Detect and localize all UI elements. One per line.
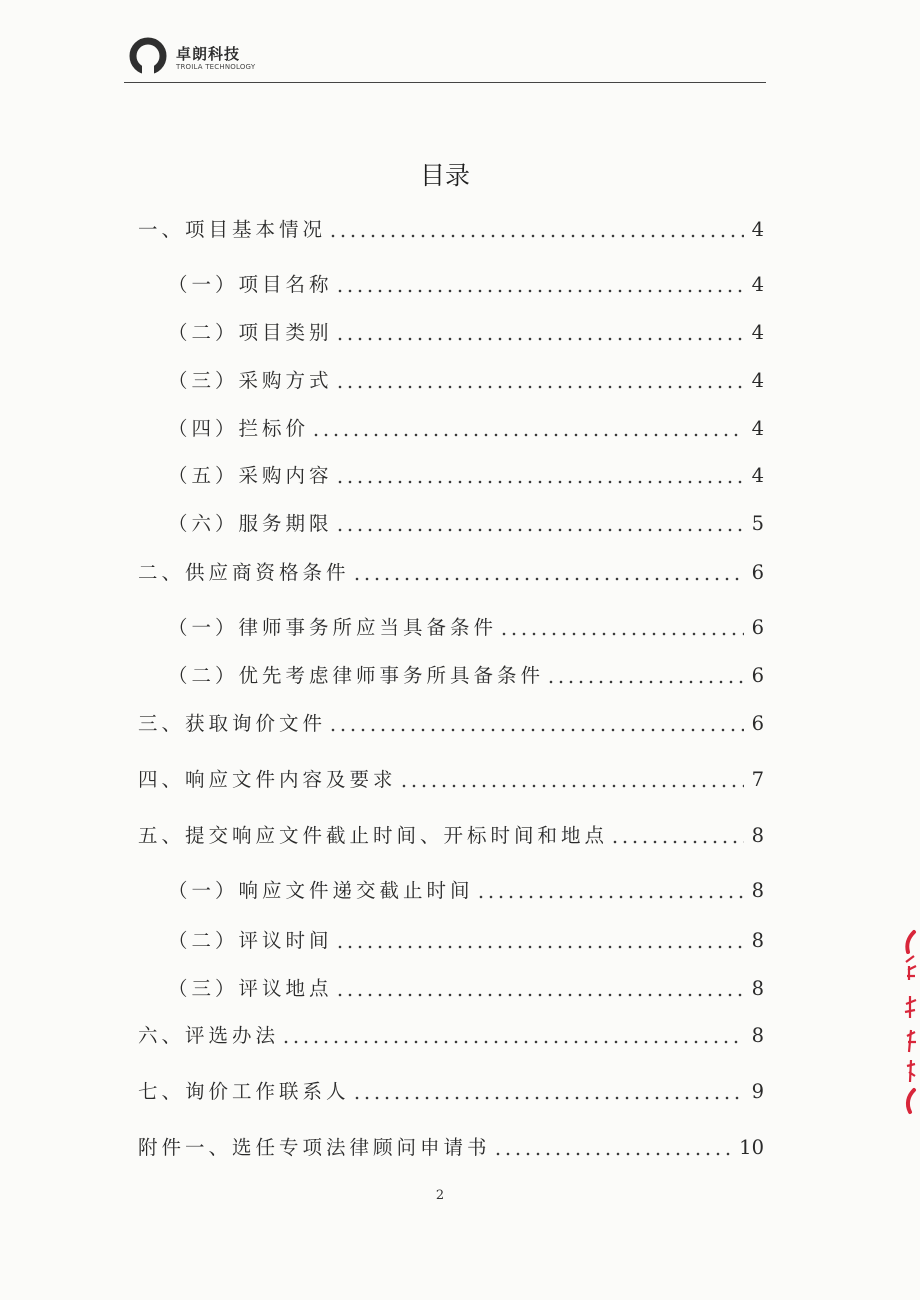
toc-entry[interactable] [138, 215, 764, 245]
toc-entry-page: 4 [751, 417, 764, 440]
toc-entry[interactable] [138, 821, 764, 851]
toc-entry-label: （四）拦标价 [168, 417, 310, 440]
toc-entry-label: （三）评议地点 [168, 977, 333, 1000]
toc-entry[interactable] [138, 1021, 764, 1051]
toc-entry[interactable] [138, 709, 764, 739]
toc-leader-dots [399, 784, 744, 788]
toc-entry-label: （二）评议时间 [168, 929, 333, 952]
toc-entry-label: 三、获取询价文件 [138, 712, 327, 735]
toc-leader-dots [335, 337, 744, 341]
toc-entry-label: （二）优先考虑律师事务所具备条件 [168, 664, 545, 687]
toc-entry-page: 6 [751, 616, 764, 639]
toc-leader-dots [546, 680, 744, 684]
troila-logo-icon [128, 36, 168, 76]
toc-leader-dots [281, 1040, 744, 1044]
toc-leader-dots [328, 234, 744, 238]
toc-entry[interactable] [168, 509, 764, 539]
toc-entry[interactable] [168, 613, 764, 643]
toc-entry-label: （一）项目名称 [168, 273, 333, 296]
toc-entry[interactable] [168, 974, 764, 1004]
toc-entry-page: 7 [751, 768, 764, 791]
toc-entry-page: 8 [751, 1024, 764, 1047]
toc-leader-dots [335, 945, 744, 949]
toc-entry-page: 8 [751, 824, 764, 847]
toc-entry-label: 附件一、选任专项法律顾问申请书 [138, 1136, 491, 1159]
toc-entry[interactable] [168, 414, 764, 444]
toc-entry-label: （五）采购内容 [168, 464, 333, 487]
toc-entry-label: 五、提交响应文件截止时间、开标时间和地点 [138, 824, 609, 847]
toc-entry-label: 四、响应文件内容及要求 [138, 768, 397, 791]
toc-entry-label: （三）采购方式 [168, 369, 333, 392]
toc-entry-label: （六）服务期限 [168, 512, 333, 535]
toc-entry[interactable] [168, 926, 764, 956]
toc-leader-dots [335, 528, 744, 532]
toc-entry[interactable] [138, 558, 764, 588]
toc-entry[interactable] [138, 1077, 764, 1107]
toc-entry-page: 6 [751, 664, 764, 687]
toc-entry-page: 4 [751, 218, 764, 241]
toc-leader-dots [499, 632, 744, 636]
page-number: 2 [435, 1188, 445, 1203]
toc-entry[interactable] [168, 661, 764, 691]
toc-leader-dots [311, 433, 744, 437]
company-name-en: TROILA TECHNOLOGY [176, 63, 256, 71]
toc-entry-label: （一）响应文件递交截止时间 [168, 879, 474, 902]
toc-entry[interactable] [138, 765, 764, 795]
toc-leader-dots [352, 1096, 744, 1100]
toc-entry-label: 六、评选办法 [138, 1024, 280, 1047]
toc-leader-dots [493, 1152, 732, 1156]
toc-entry[interactable] [168, 366, 764, 396]
toc-entry-page: 10 [739, 1136, 764, 1159]
toc-entry[interactable] [168, 876, 764, 906]
toc-leader-dots [610, 840, 744, 844]
toc-leader-dots [352, 577, 744, 581]
toc-entry-label: 七、询价工作联系人 [138, 1080, 350, 1103]
page-header [124, 34, 766, 83]
red-seal-stamp-icon [896, 926, 920, 1116]
toc-entry-page: 8 [751, 929, 764, 952]
company-name-cn: 卓朗科技 [176, 45, 241, 63]
toc-leader-dots [476, 895, 744, 899]
toc-entry-page: 4 [751, 369, 764, 392]
toc-entry-label: 一、项目基本情况 [138, 218, 327, 241]
toc-entry-page: 8 [751, 879, 764, 902]
toc-leader-dots [335, 480, 744, 484]
toc-entry-page: 4 [751, 464, 764, 487]
toc-entry-page: 5 [751, 512, 764, 535]
toc-leader-dots [328, 728, 744, 732]
toc-leader-dots [335, 993, 744, 997]
toc-entry-page: 6 [751, 712, 764, 735]
toc-entry-label: （一）律师事务所应当具备条件 [168, 616, 498, 639]
toc-entry-page: 4 [751, 321, 764, 344]
toc-entry[interactable] [168, 270, 764, 300]
toc-entry-page: 6 [751, 561, 764, 584]
toc-entry-page: 9 [751, 1080, 764, 1103]
toc-entry-page: 4 [751, 273, 764, 296]
toc-entry-page: 8 [751, 977, 764, 1000]
toc-entry[interactable] [138, 1133, 764, 1163]
toc-entry[interactable] [168, 461, 764, 491]
toc-entry[interactable] [168, 318, 764, 348]
toc-entry-label: （二）项目类别 [168, 321, 333, 344]
toc-leader-dots [335, 289, 744, 293]
toc-leader-dots [335, 385, 744, 389]
toc-entry-label: 二、供应商资格条件 [138, 561, 350, 584]
toc-title: 目录 [419, 161, 470, 190]
